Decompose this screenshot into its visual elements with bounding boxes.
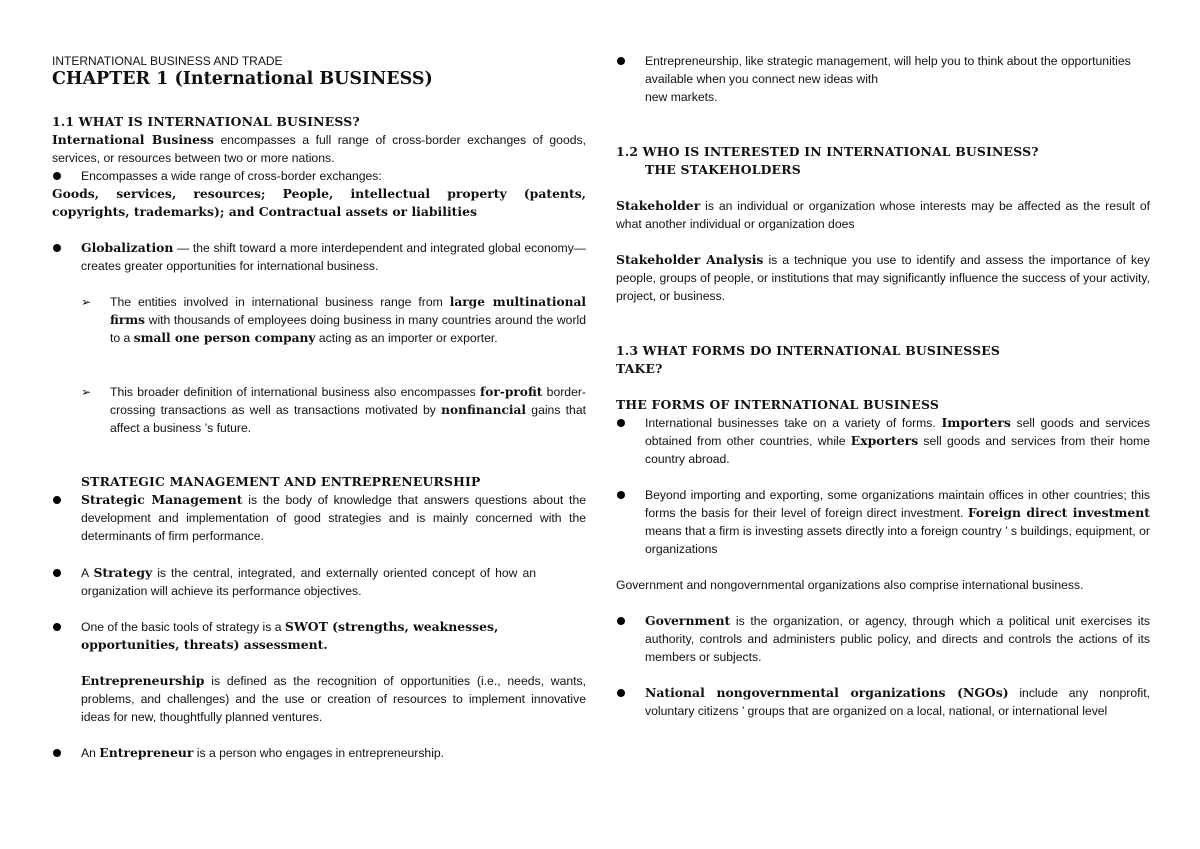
section-1-3-heading: 1.3 WHAT FORMS DO INTERNATIONAL BUSINESSES	[616, 343, 1001, 358]
entre-term: Entrepreneurship	[81, 673, 205, 688]
gov-term: Government	[645, 613, 731, 628]
section-1-3-heading-2: TAKE?	[616, 361, 663, 376]
strategic-management-bullet	[52, 491, 586, 545]
doc-title: INTERNATIONAL BUSINESS AND TRADE	[52, 54, 283, 68]
bullet-dot-icon	[53, 749, 61, 757]
ngo-text: include any nonprofit, voluntary citizens ’ groups that are organized on a local, national, or international level	[645, 686, 1150, 718]
bullet-dot-icon	[617, 491, 625, 499]
bullet-dot-icon	[617, 689, 625, 697]
bullet-dot-icon	[53, 623, 61, 631]
bullet-dot-icon	[617, 419, 625, 427]
sa-text: is a technique you use to identify and assess the importance of key people, groups of people, or institutions that may significantly influence the success of your activity, project, or business.	[616, 253, 1150, 303]
broader-b: for-profit	[480, 385, 543, 399]
stakeholder-definition	[616, 197, 1150, 233]
section-1-2-subheading: THE STAKEHOLDERS	[645, 162, 801, 177]
stake-term: Stakeholder	[616, 198, 701, 213]
entrepreneur-bullet	[52, 744, 586, 762]
government-bullet	[616, 612, 1150, 666]
gov-intro: Government and nongovernmental organizations also comprise international business.	[616, 578, 1084, 592]
bullet-dot-icon	[53, 172, 61, 180]
broader-e: gains that affect a business ’s future.	[110, 403, 586, 435]
forms-heading: THE FORMS OF INTERNATIONAL BUSINESS	[616, 397, 939, 412]
importers-term: Importers	[941, 415, 1011, 430]
glob-text: — the shift toward a more interdependent and integrated global economy— creates greater opportunities for international business.	[81, 241, 586, 273]
exchanges-bullet-text: Encompasses a wide range of cross-border exchanges:	[81, 169, 382, 183]
entre-like-text: Entrepreneurship, like strategic management, will help you to think about the opportunities available when you connect new ideas with	[645, 54, 1131, 86]
fdi-bullet	[616, 486, 1150, 558]
forms-a: International businesses take on a variety of forms.	[645, 416, 942, 430]
exporters-term: Exporters	[850, 433, 919, 448]
stakeholder-analysis-definition	[616, 251, 1150, 305]
strategy-term: Strategy	[93, 565, 153, 580]
swot-term: SWOT (strengths, weaknesses, opportunities, threats) assessment.	[81, 619, 499, 652]
ngo-term: National nongovernmental organizations (NGOs)	[645, 685, 1009, 700]
exchanges-list: Goods, services, resources; People, intellectual property (patents, copyrights, trademarks); and Contractual assets or liabilities	[52, 186, 586, 219]
strategy-text: is the central, integrated, and externally oriented concept of how an organization will achieve its performance objectives.	[81, 566, 536, 598]
entre-like-text-2: new markets.	[645, 90, 718, 104]
sm-term: Strategic Management	[81, 492, 243, 507]
sm-text: is the body of knowledge that answers questions about the development and implementation of good strategies and is mainly concerned with the determinants of firm performance.	[81, 493, 586, 543]
forms-b: sell goods and services obtained from other countries, while	[645, 416, 1150, 448]
entities-subbullet	[81, 293, 586, 347]
swot-a: One of the basic tools of strategy is a	[81, 620, 285, 634]
arrow-bullet-icon: ➢	[81, 295, 92, 309]
entrepreneur-term: Entrepreneur	[99, 745, 194, 760]
strategy-bullet	[52, 564, 586, 600]
entities-e: acting as an importer or exporter.	[315, 331, 498, 345]
broader-subbullet	[81, 383, 586, 437]
entities-a: The entities involved in international business range from	[110, 295, 450, 309]
ib-term: International Business	[52, 132, 214, 147]
entities-b: large multinational firms	[110, 295, 586, 327]
fdi-term: Foreign direct investment	[967, 505, 1150, 520]
gov-text: is the organization, or agency, through which a political unit exercises its authority, controls and administers public policy, and directs and controls the actions of its members or subjects.	[645, 614, 1150, 664]
ib-def-text: encompasses a full range of cross-border exchanges of goods, services, or resources between two or more nations.	[52, 133, 586, 165]
section-1-2-heading: 1.2 WHO IS INTERESTED IN INTERNATIONAL BUSINESS?	[616, 144, 1039, 159]
bullet-dot-icon	[617, 57, 625, 65]
stake-text: is an individual or organization whose interests may be affected as the result of what another individual or organization does	[616, 199, 1150, 231]
exchanges-bullet	[52, 167, 586, 185]
bullet-dot-icon	[53, 569, 61, 577]
entities-d: small one person company	[133, 331, 316, 345]
glob-term: Globalization	[81, 240, 174, 255]
arrow-bullet-icon: ➢	[81, 385, 92, 399]
bullet-dot-icon	[53, 496, 61, 504]
entre-text: is defined as the recognition of opportunities (i.e., needs, wants, problems, and challenges) and the use or creation of resources to implement innovative ideas for new, thoughtfully planned ventures.	[81, 674, 586, 724]
section-1-1-heading: 1.1 WHAT IS INTERNATIONAL BUSINESS?	[52, 114, 360, 129]
swot-bullet	[52, 618, 586, 654]
fdi-b: means that a firm is investing assets directly into a foreign country ’ s buildings, equipment, or organizations	[645, 524, 1150, 556]
broader-d: nonfinancial	[441, 403, 527, 417]
chapter-title: CHAPTER 1 (International BUSINESS)	[52, 69, 433, 89]
ib-definition	[52, 131, 586, 167]
broader-a: This broader definition of international business also encompasses	[110, 385, 481, 399]
entre-like-bullet	[616, 52, 1150, 106]
broader-c: border-crossing transactions as well as transactions motivated by	[110, 385, 586, 417]
ngo-bullet	[616, 684, 1150, 720]
strategy-a: A	[81, 566, 94, 580]
sme-heading: STRATEGIC MANAGEMENT AND ENTREPRENEURSHIP	[81, 474, 481, 489]
forms-bullet	[616, 414, 1150, 468]
bullet-dot-icon	[617, 617, 625, 625]
sa-term: Stakeholder Analysis	[616, 252, 764, 267]
bullet-dot-icon	[53, 244, 61, 252]
entrepreneur-a: An	[81, 746, 100, 760]
entrepreneur-text: is a person who engages in entrepreneurship.	[193, 746, 445, 760]
forms-c: sell goods and services from their home country abroad.	[645, 434, 1150, 466]
globalization-bullet	[52, 239, 586, 275]
entities-c: with thousands of employees doing business in many countries around the world to a	[110, 313, 586, 345]
fdi-a: Beyond importing and exporting, some organizations maintain offices in other countries; this forms the basis for their level of foreign direct investment.	[645, 488, 1150, 520]
entrepreneurship-definition	[52, 672, 586, 726]
